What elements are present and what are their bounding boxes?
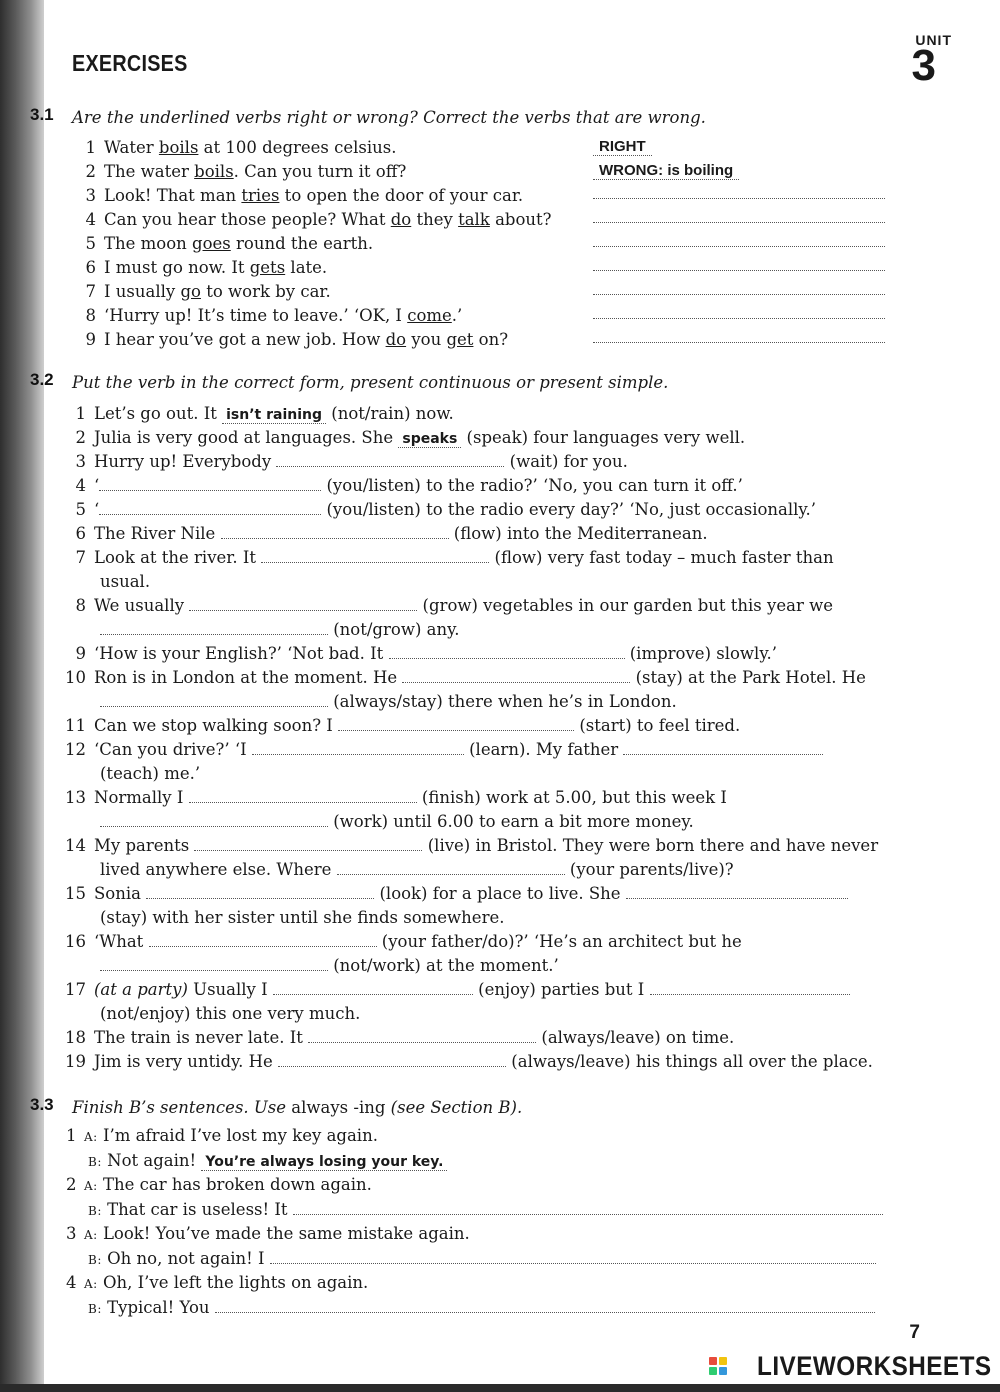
answer-field[interactable] <box>308 1028 536 1043</box>
answer-field[interactable] <box>593 328 885 343</box>
answer-field[interactable] <box>593 304 885 319</box>
exercise-item: 3 Hurry up! Everybody (wait) for you. <box>75 452 628 471</box>
answer-field[interactable] <box>189 788 417 803</box>
answer-field[interactable] <box>100 956 328 971</box>
answer-field[interactable] <box>252 740 464 755</box>
exercise-instruction: Put the verb in the correct form, present continuous or present simple. <box>72 373 669 392</box>
answer-field[interactable] <box>270 1249 876 1264</box>
answer-field[interactable] <box>293 1200 883 1215</box>
answer-field[interactable] <box>338 716 574 731</box>
exercise-item: 9 I hear you’ve got a new job. How do you get on? <box>85 330 509 349</box>
logo-square-yellow <box>719 1357 727 1365</box>
answer-field[interactable] <box>194 836 422 851</box>
exercise-number: 3.3 <box>30 1095 54 1114</box>
answer-field[interactable] <box>402 668 630 683</box>
exercise-item: 10 Ron is in London at the moment. He (stay) at the Park Hotel. He (always/stay) there when he’s in London. <box>65 668 866 711</box>
exercise-item: 7 Look at the river. It (flow) very fast today – much faster than usual. <box>75 548 834 591</box>
answer-field[interactable] <box>593 232 885 247</box>
exercise-instruction: Are the underlined verbs right or wrong? Correct the verbs that are wrong. <box>72 108 706 127</box>
exercise-item: 19 Jim is very untidy. He (always/leave) his things all over the place. <box>65 1052 873 1071</box>
answer-field[interactable] <box>273 980 473 995</box>
exercise-instruction: Finish B’s sentences. Use always -ing (see Section B). <box>72 1098 523 1117</box>
dialogue-item: 1 A: I’m afraid I’ve lost my key again. B: Not again! You’re always losing your key. <box>66 1124 886 1174</box>
bottom-edge-bar <box>0 1384 1000 1392</box>
exercise-item: 15 Sonia (look) for a place to live. She (stay) with her sister until she finds somewhere. <box>62 882 898 930</box>
logo-square-blue <box>719 1367 727 1375</box>
exercise-item: 9 ‘How is your English?’ ‘Not bad. It (improve) slowly.’ <box>75 644 777 663</box>
exercise-item: 6 The River Nile (flow) into the Mediterranean. <box>75 524 708 543</box>
exercise-item: 8 We usually (grow) vegetables in our garden but this year we (not/grow) any. <box>75 596 833 639</box>
exercise-item: 8 ‘Hurry up! It’s time to leave.’ ‘OK, I come.’ <box>85 306 463 325</box>
exercise-item: 1 Water boils at 100 degrees celsius. <box>85 138 397 157</box>
answer-field[interactable] <box>593 184 885 199</box>
exercise-item: 13 Normally I (finish) work at 5.00, but this week I (work) until 6.00 to earn a bit more money. <box>65 788 727 831</box>
answer-field[interactable] <box>278 1052 506 1067</box>
page-title: EXERCISES <box>72 50 188 76</box>
liveworksheets-logo[interactable] <box>709 1352 992 1380</box>
answer-field[interactable] <box>100 692 328 707</box>
exercise-item: 4 ‘ (you/listen) to the radio?’ ‘No, you can turn it off.’ <box>75 476 743 495</box>
answer-field[interactable] <box>650 980 850 995</box>
dialogue-item: 4 A: Oh, I’ve left the lights on again. B: Typical! You <box>66 1271 886 1321</box>
answer-field[interactable] <box>593 280 885 295</box>
exercise-item: 16 ‘What (your father/do)?’ ‘He’s an architect but he (not/work) at the moment.’ <box>65 932 742 975</box>
exercise-item: 5 The moon goes round the earth. <box>85 234 374 253</box>
exercise-item: 3 Look! That man tries to open the door of your car. <box>85 186 524 205</box>
answer-field[interactable]: RIGHT <box>593 138 652 156</box>
answer-field[interactable] <box>100 620 328 635</box>
exercise-item: 12 ‘Can you drive?’ ‘I (learn). My father (teach) me.’ <box>62 738 898 786</box>
answer-field[interactable] <box>221 524 449 539</box>
answer-field[interactable] <box>99 476 321 491</box>
page-number: 7 <box>909 1322 920 1343</box>
answer-field[interactable] <box>626 884 848 899</box>
exercise-item: 6 I must go now. It gets late. <box>85 258 328 277</box>
exercise-item: 1 Let’s go out. It isn’t raining (not/rain) now. <box>75 404 454 423</box>
logo-square-red <box>709 1357 717 1365</box>
exercise-item: 2 The water boils. Can you turn it off? <box>85 162 407 181</box>
logo-square-green <box>709 1367 717 1375</box>
exercise-item: 17 (at a party) Usually I (enjoy) parties but I (not/enjoy) this one very much. <box>62 978 898 1026</box>
exercise-item: 11 Can we stop walking soon? I (start) to feel tired. <box>65 716 741 735</box>
answer-field[interactable] <box>276 452 504 467</box>
exercise-number: 3.1 <box>30 105 54 124</box>
dialogue-item: 2 A: The car has broken down again. B: That car is useless! It <box>66 1173 886 1223</box>
answer-field[interactable] <box>261 548 489 563</box>
exercise-item: 14 My parents (live) in Bristol. They were born there and have never lived anywhere else. Where (your parents/live)? <box>65 836 879 879</box>
brand-name: LIVEWORKSHEETS <box>757 1350 992 1381</box>
answer-field[interactable]: You’re always losing your key. <box>201 1154 447 1171</box>
dialogue-item: 3 A: Look! You’ve made the same mistake again. B: Oh no, not again! I <box>66 1222 886 1272</box>
answer-field[interactable] <box>146 884 374 899</box>
unit-label: UNIT <box>915 32 952 48</box>
answer-field[interactable] <box>337 860 565 875</box>
answer-field[interactable]: isn’t raining <box>222 407 326 424</box>
exercise-item: 18 The train is never late. It (always/leave) on time. <box>65 1028 735 1047</box>
answer-field[interactable] <box>593 208 885 223</box>
answer-field[interactable] <box>189 596 417 611</box>
unit-number: 3 <box>911 41 936 90</box>
answer-field[interactable] <box>99 500 321 515</box>
answer-field[interactable]: WRONG: is boiling <box>593 162 739 180</box>
exercise-item: 2 Julia is very good at languages. She speaks (speak) four languages very well. <box>75 428 746 447</box>
answer-field[interactable] <box>215 1298 875 1313</box>
answer-field[interactable] <box>593 256 885 271</box>
answer-field[interactable] <box>100 812 328 827</box>
answer-field[interactable]: speaks <box>398 431 461 448</box>
exercise-item: 4 Can you hear those people? What do they talk about? <box>85 210 552 229</box>
answer-field[interactable] <box>623 740 823 755</box>
answer-field[interactable] <box>149 932 377 947</box>
answer-field[interactable] <box>389 644 625 659</box>
exercise-item: 7 I usually go to work by car. <box>85 282 331 301</box>
exercise-item: 5 ‘ (you/listen) to the radio every day?’ ‘No, just occasionally.’ <box>75 500 817 519</box>
exercise-number: 3.2 <box>30 370 54 389</box>
book-spine-shadow <box>0 0 44 1392</box>
liveworksheets-icon <box>709 1357 727 1375</box>
